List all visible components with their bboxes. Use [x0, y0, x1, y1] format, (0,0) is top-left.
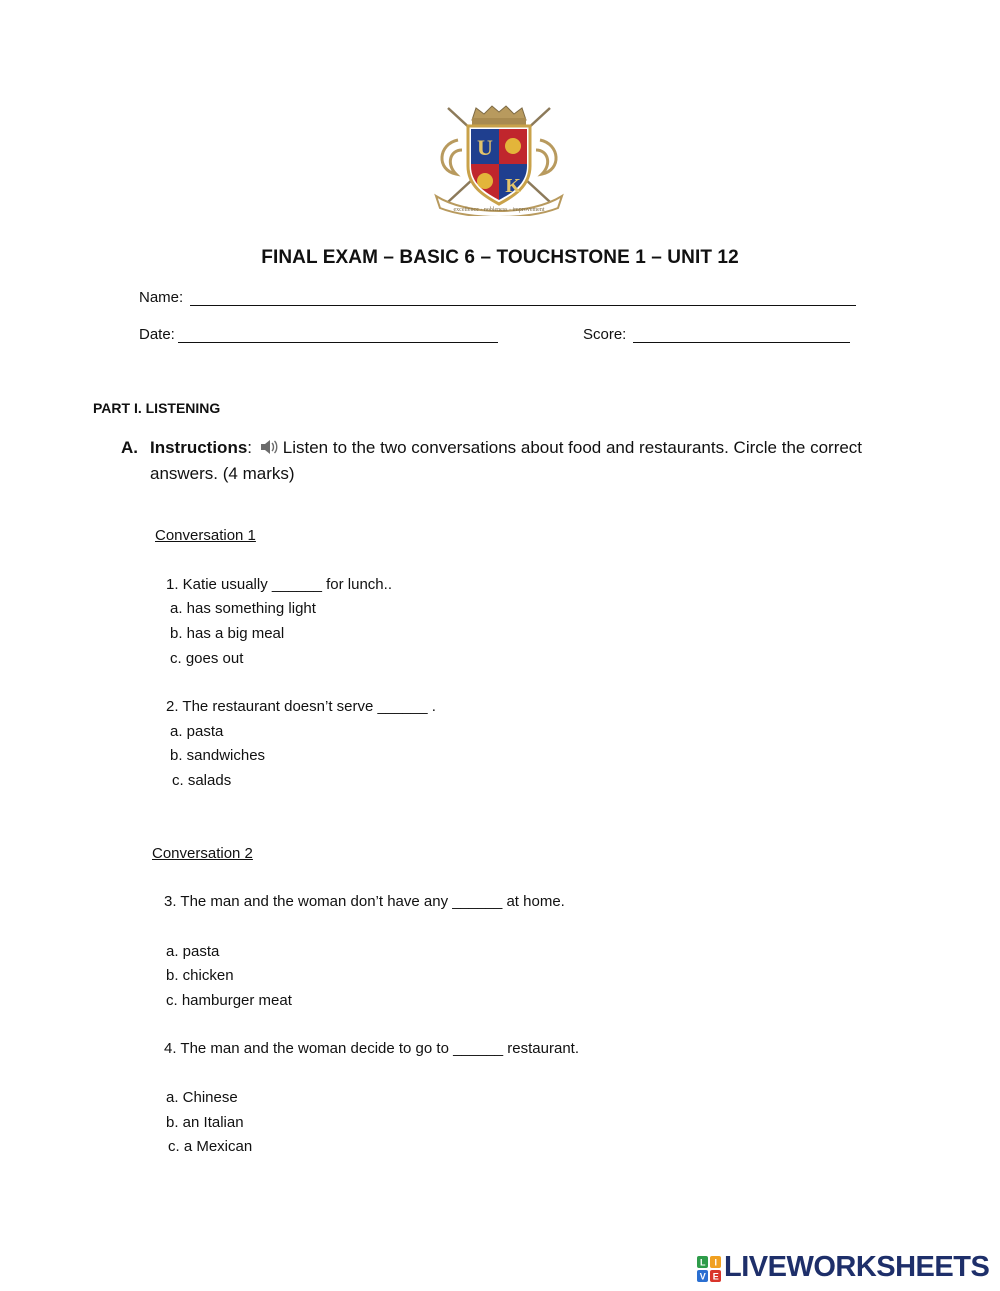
- exam-title: FINAL EXAM – BASIC 6 – TOUCHSTONE 1 – UNIT 12: [261, 247, 739, 268]
- score-label: Score:: [583, 326, 627, 343]
- svg-text:I: I: [714, 1257, 717, 1268]
- crest-icon: [428, 100, 570, 216]
- question-1-stem: 1. Katie usually ______ for lunch..: [166, 576, 392, 593]
- conversation-2-title: Conversation 2: [152, 845, 253, 862]
- brand-wordmark: LIVEWORKSHEETS: [724, 1251, 990, 1283]
- conversation-1-title: Conversation 1: [155, 527, 256, 544]
- question-2-option-b[interactable]: b. sandwiches: [170, 747, 266, 764]
- svg-text:L: L: [700, 1257, 705, 1268]
- question-1-option-c[interactable]: c. goes out: [170, 650, 244, 667]
- question-1-option-b[interactable]: b. has a big meal: [170, 625, 285, 642]
- instructions-label: Instructions: [150, 438, 248, 457]
- question-4-option-a[interactable]: a. Chinese: [166, 1089, 238, 1106]
- question-2-stem: 2. The restaurant doesn’t serve ______ .: [166, 698, 436, 715]
- instructions-text: Listen to the two conversations about food and restaurants. Circle the correct answers. (4 marks): [150, 438, 863, 483]
- speaker-icon[interactable]: [259, 438, 279, 462]
- crest-letter-k: K: [505, 175, 521, 197]
- score-field[interactable]: [633, 342, 850, 343]
- date-field[interactable]: [178, 342, 498, 343]
- svg-text:V: V: [699, 1271, 706, 1282]
- question-4-option-b[interactable]: b. an Italian: [166, 1114, 244, 1131]
- question-4-option-c[interactable]: c. a Mexican: [168, 1138, 253, 1155]
- instructions-colon: :: [247, 438, 253, 457]
- question-3-option-c[interactable]: c. hamburger meat: [166, 992, 292, 1009]
- instructions: [121, 436, 921, 486]
- crest-letter-u: U: [477, 135, 493, 160]
- liveworksheets-logo[interactable]: [697, 1253, 993, 1287]
- date-label: Date:: [139, 326, 175, 343]
- svg-text:E: E: [712, 1271, 719, 1282]
- brand-boxes-icon: [697, 1256, 721, 1282]
- crest-motto: excellence · nobleness · improvement: [453, 207, 545, 213]
- part-heading: PART I. LISTENING: [93, 400, 221, 416]
- school-crest-logo: [428, 100, 570, 216]
- name-label: Name:: [139, 289, 184, 306]
- name-field[interactable]: [190, 305, 856, 306]
- question-1-option-a[interactable]: a. has something light: [170, 600, 316, 617]
- question-3-option-b[interactable]: b. chicken: [166, 967, 234, 984]
- section-letter: A.: [121, 438, 138, 457]
- question-2-option-c[interactable]: c. salads: [172, 772, 232, 789]
- question-3-stem: 3. The man and the woman don’t have any ______ at home.: [164, 893, 565, 910]
- question-2-option-a[interactable]: a. pasta: [170, 723, 224, 740]
- question-3-option-a[interactable]: a. pasta: [166, 943, 220, 960]
- question-4-stem: 4. The man and the woman decide to go to ______ restaurant.: [164, 1040, 580, 1057]
